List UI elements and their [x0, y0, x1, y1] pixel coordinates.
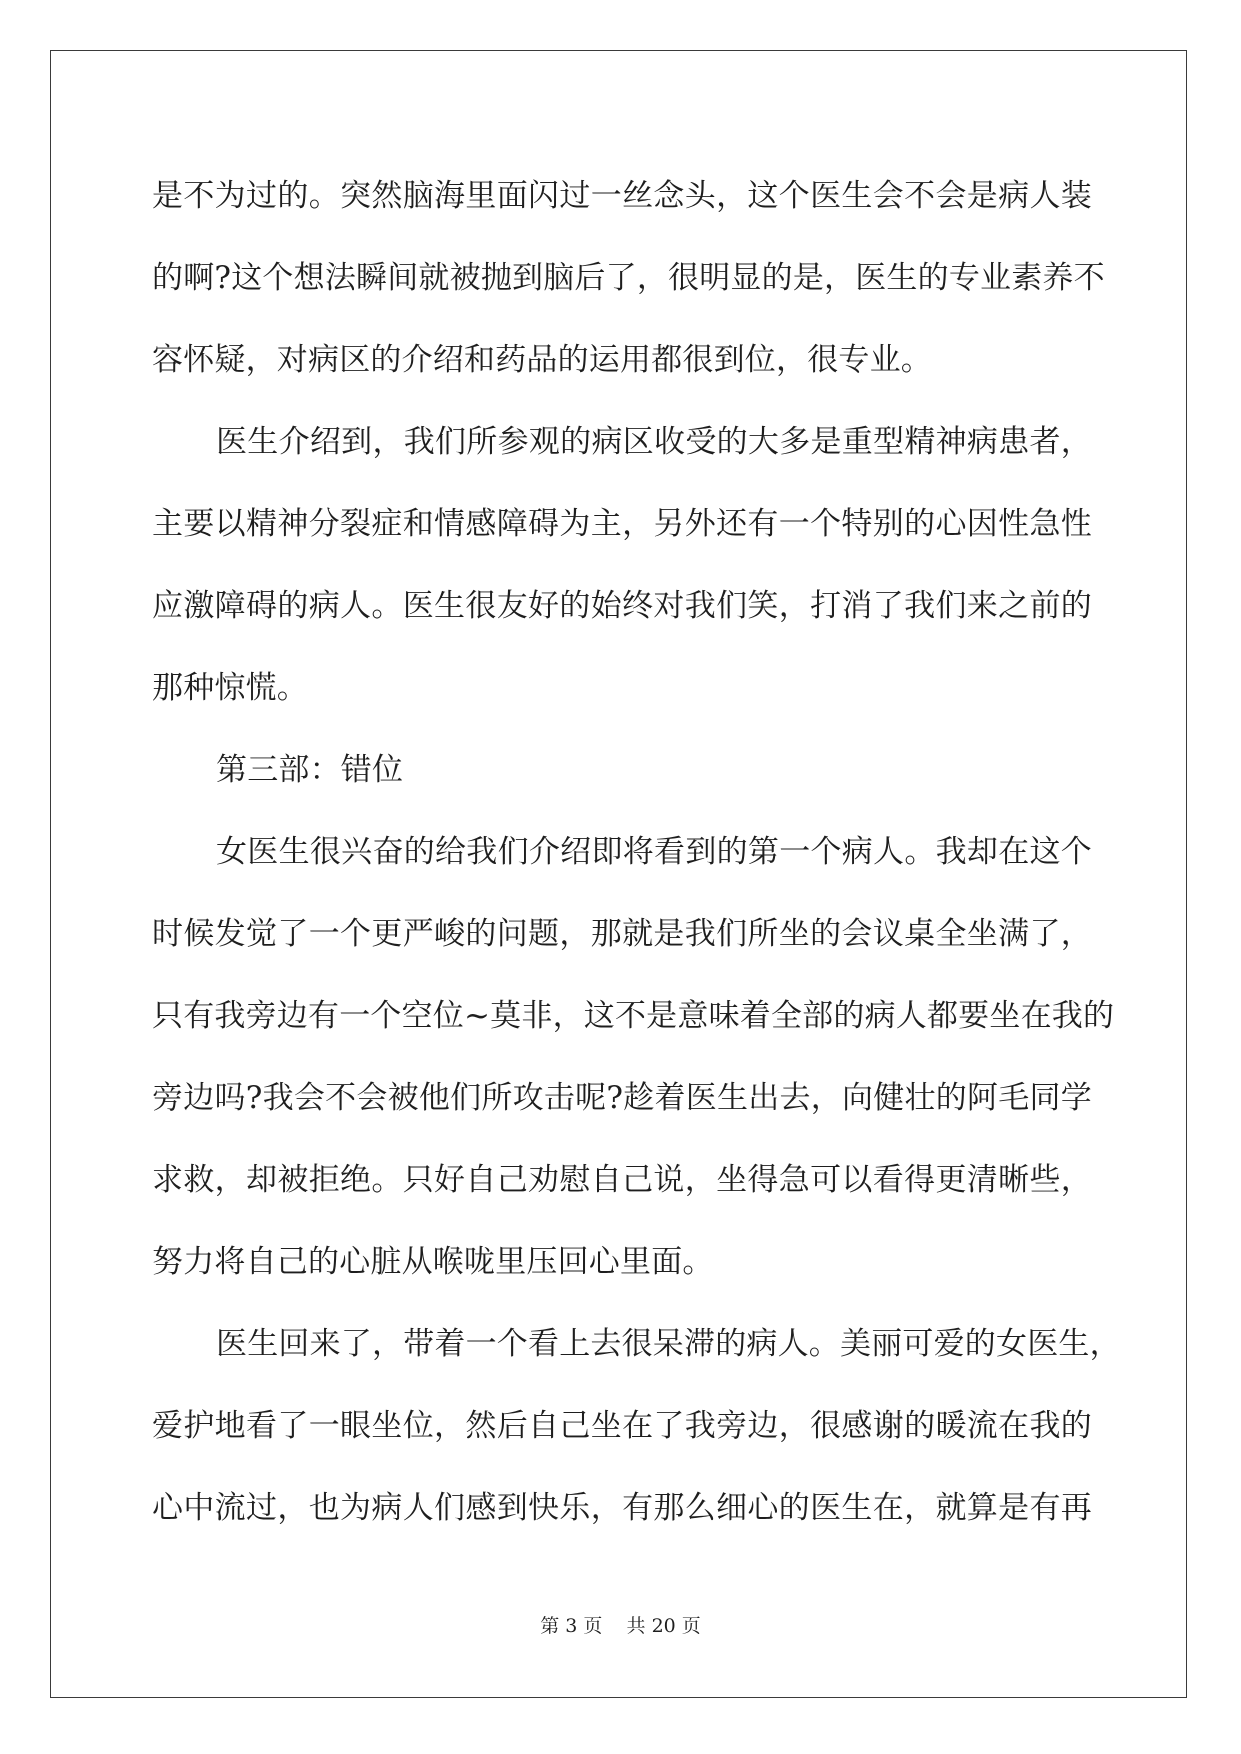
text-line: 爱护地看了一眼坐位，然后自己坐在了我旁边，很感谢的暖流在我的 — [152, 1408, 1092, 1444]
text-line: 主要以精神分裂症和情感障碍为主，另外还有一个特别的心因性急性 — [152, 506, 1092, 542]
text-line: 应激障碍的病人。医生很友好的始终对我们笑，打消了我们来之前的 — [152, 588, 1092, 624]
text-line: 的啊?这个想法瞬间就被抛到脑后了，很明显的是，医生的专业素养不 — [152, 260, 1105, 296]
text-line: 努力将自己的心脏从喉咙里压回心里面。 — [152, 1244, 714, 1280]
text-line: 时候发觉了一个更严峻的问题，那就是我们所坐的会议桌全坐满了， — [152, 916, 1092, 952]
text-line: 那种惊慌。 — [152, 670, 308, 706]
page-total: 共 20 页 — [626, 1615, 701, 1637]
section-heading: 第三部：错位 — [216, 752, 404, 788]
text-line: 女医生很兴奋的给我们介绍即将看到的第一个病人。我却在这个 — [216, 834, 1092, 870]
text-line: 容怀疑，对病区的介绍和药品的运用都很到位，很专业。 — [152, 342, 932, 378]
text-line: 求救，却被拒绝。只好自己劝慰自己说，坐得急可以看得更清晰些， — [152, 1162, 1092, 1198]
document-body — [152, 155, 1121, 1549]
text-line: 旁边吗?我会不会被他们所攻击呢?趁着医生出去，向健壮的阿毛同学 — [152, 1080, 1092, 1116]
text-line: 心中流过，也为病人们感到快乐，有那么细心的医生在，就算是有再 — [152, 1490, 1092, 1526]
text-line: 医生介绍到，我们所参观的病区收受的大多是重型精神病患者， — [216, 424, 1092, 460]
text-line: 只有我旁边有一个空位~莫非，这不是意味着全部的病人都要坐在我的 — [152, 998, 1115, 1034]
text-line: 是不为过的。突然脑海里面闪过一丝念头，这个医生会不会是病人装 — [152, 178, 1092, 214]
page-number: 第 3 页 — [540, 1615, 603, 1637]
page-footer — [0, 1614, 1241, 1638]
text-line: 医生回来了，带着一个看上去很呆滞的病人。美丽可爱的女医生， — [216, 1326, 1121, 1362]
